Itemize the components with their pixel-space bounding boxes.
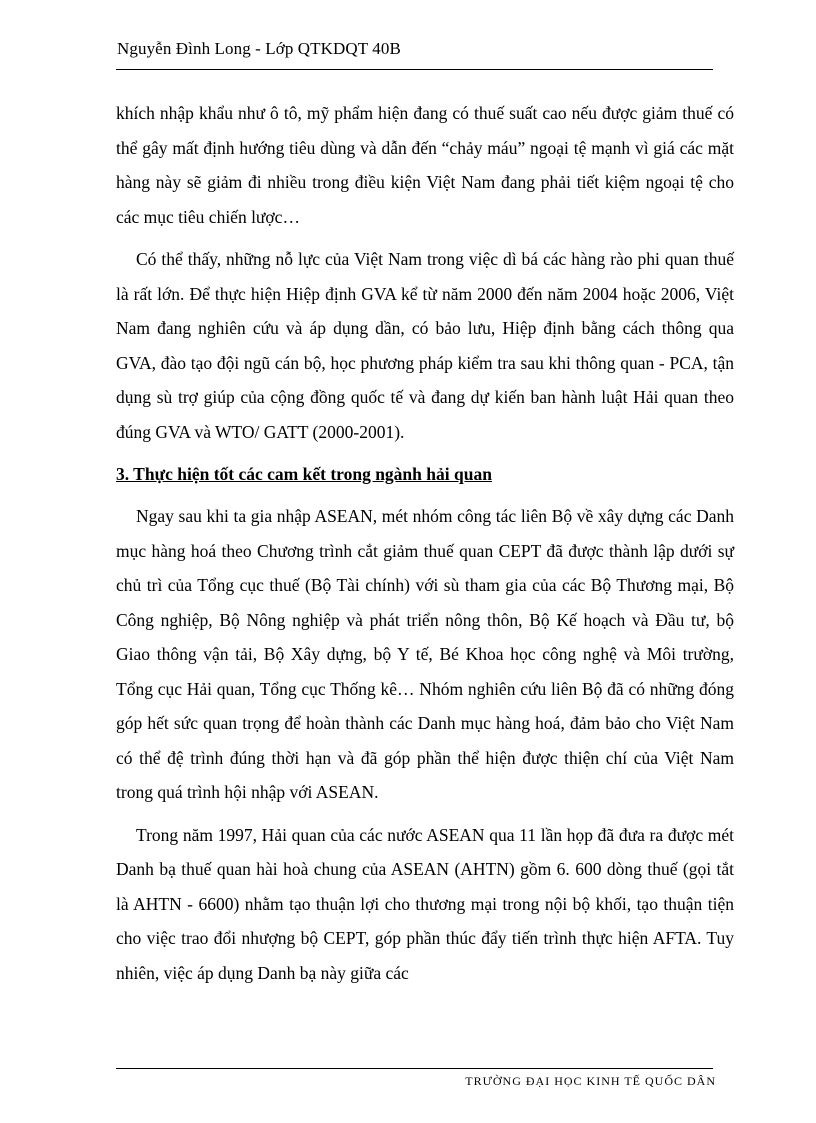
- footer-divider: [116, 1068, 713, 1069]
- page-header: Nguyễn Đình Long - Lớp QTKDQT 40B: [117, 39, 401, 58]
- section-heading: 3. Thực hiện tốt các cam kết trong ngành hải quan: [116, 464, 492, 484]
- paragraph: Ngay sau khi ta gia nhập ASEAN, mét nhóm công tác liên Bộ về xây dựng các Danh mục hàng hoá theo Chương trình cắt giảm thuế quan CEPT đã được thành lập dưới sự chủ trì của Tổng cục thuế (Bộ Tài chính) với sù tham gia của các Bộ Thương mại, Bộ Công nghiệp, Bộ Nông nghiệp và phát triển nông thôn, Bộ Kế hoạch và Đầu tư, bộ Giao thông vận tải, Bộ Xây dựng, bộ Y tế, Bé Khoa học công nghệ và Môi trường, Tổng cục Hải quan, Tổng cục Thống kê… Nhóm nghiên cứu liên Bộ đã có những đóng góp hết sức quan trọng để hoàn thành các Danh mục hàng hoá, đảm bảo cho Việt Nam có thể đệ trình đúng thời hạn và đã góp phần thể hiện được thiện chí của Việt Nam trong quá trình hội nhập với ASEAN.: [116, 506, 734, 802]
- paragraph-continuation: khích nhập khẩu như ô tô, mỹ phẩm hiện đang có thuế suất cao nếu được giảm thuế có thể gây mất định hướng tiêu dùng và dẫn đến “chảy máu” ngoại tệ mạnh vì giá các mặt hàng này sẽ giảm đi nhiều trong điều kiện Việt Nam đang phải tiết kiệm ngoại tệ cho các mục tiêu chiến lược…: [116, 103, 734, 227]
- paragraph: Có thể thấy, những nỗ lực của Việt Nam trong việc dì bá các hàng rào phi quan thuế là rất lớn. Để thực hiện Hiệp định GVA kể từ năm 2000 đến năm 2004 hoặc 2006, Việt Nam đang nghiên cứu và áp dụng dần, có bảo lưu, Hiệp định bằng cách thông qua GVA, đào tạo đội ngũ cán bộ, học phương pháp kiểm tra sau khi thông quan - PCA, tận dụng sù trợ giúp của cộng đồng quốc tế và đang dự kiến ban hành luật Hải quan theo đúng GVA và WTO/ GATT (2000-2001).: [116, 249, 734, 442]
- header-divider: [116, 69, 713, 70]
- page-footer: TRƯỜNG ĐẠI HỌC KINH TẾ QUỐC DÂN: [465, 1074, 716, 1088]
- paragraph: Trong năm 1997, Hải quan của các nước ASEAN qua 11 lần họp đã đưa ra được mét Danh bạ thuế quan hài hoà chung của ASEAN (AHTN) gồm 6. 600 dòng thuế (gọi tắt là AHTN - 6600) nhằm tạo thuận lợi cho thương mại trong nội bộ khối, tạo thuận tiện cho việc trao đổi nhượng bộ CEPT, góp phần thúc đẩy tiến trình thực hiện AFTA. Tuy nhiên, việc áp dụng Danh bạ này giữa các: [116, 824, 734, 983]
- document-body: [116, 96, 734, 998]
